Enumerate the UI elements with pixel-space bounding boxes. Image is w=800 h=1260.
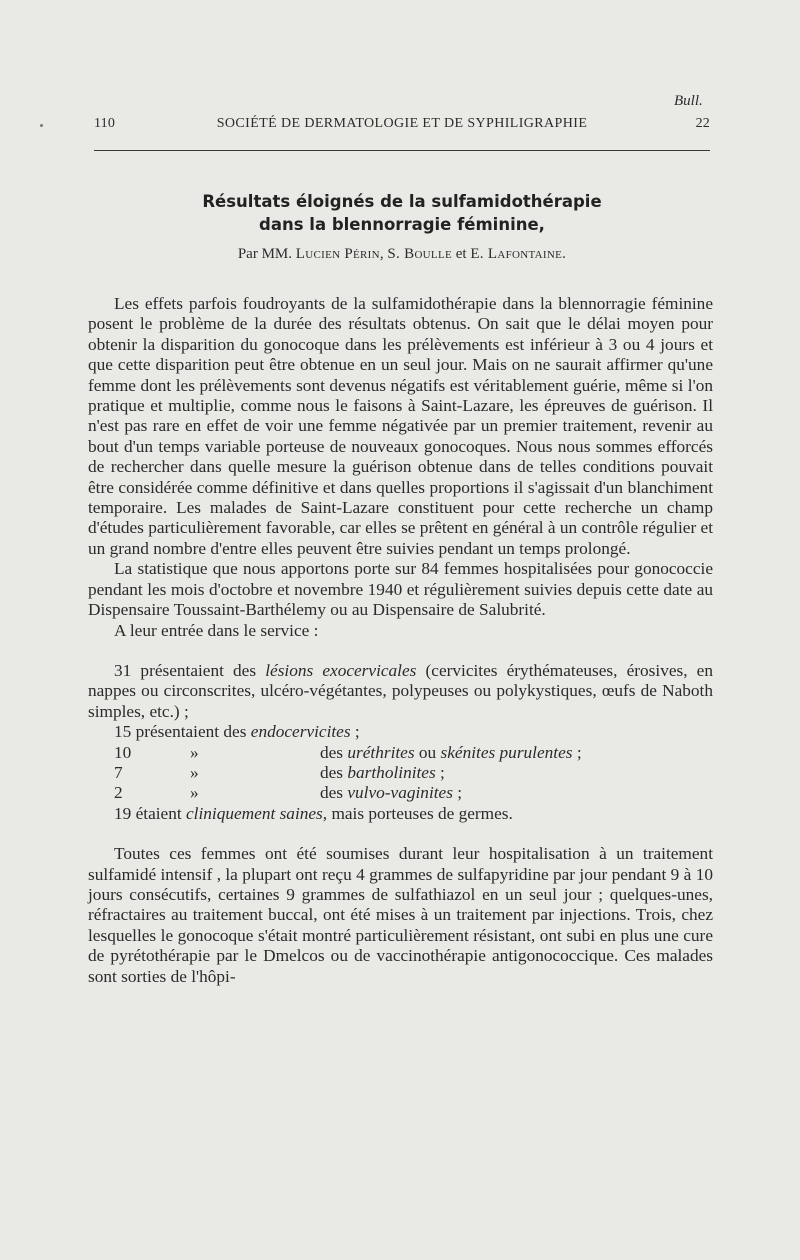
author-1: Lucien Périn xyxy=(295,246,380,262)
paragraph-4: Toutes ces femmes ont été soumises durant leur hospitalisation à un traitement sulfamidé intensif , la plupart ont reçu 4 grammes de sulfapyridine par jour pendant 9 à 10 jours consécutifs, certaines 9 grammes de sulfathiazol en un seul jour ; quelques-unes, réfractaires au traitement buccal, ont été mises à un traitement par injections. Trois, chez lesquelles le gonocoque s'était montré particulièrement résistant, ont subi en plus une cure de pyrétothérapie par le Dmelcos ou de vaccinothérapie antigonococcique. Ces malades sont sorties de l'hôpi- xyxy=(88,844,713,986)
running-header xyxy=(94,116,710,138)
list-item-4: 7 » des bartholinites ; xyxy=(114,762,445,782)
list-item-1: 31 présentaient des lésions exocervicales (cervicites érythémateuses, érosives, en nappes ou circonscrites, ulcéro-végétantes, polypeuses ou polykystiques, œufs de Naboth simples, etc.) ; xyxy=(88,660,713,721)
paragraph-3: A leur entrée dans le service : xyxy=(114,620,319,640)
paragraph-1: Les effets parfois foudroyants de la sulfamidothérapie dans la blennorragie féminine posent le problème de la durée des résultats obtenus. On sait que le délai moyen pour obtenir la disparition du gonocoque dans les prélèvements est inférieur à 3 ou 4 jours et que cette disparition peut être obtenue en un seul jour. Mais on ne saurait affirmer qu'une femme dont les prélèvements sont devenus négatifs est véritablement guérie, même si l'on pratique et multiplie, comme nous le faisons à Saint-Lazare, les épreuves de guérison. Il n'est pas rare en effet de voir une femme négativée par un premier traitement, revenir au bout d'un temps variable porteuse de nouveaux gonocoques. Nous nous sommes efforcés de rechercher dans quelle mesure la guérison obtenue dans de telles conditions pouvait être considérée comme définitive et dans quelles proportions il s'agissait d'un blanchiment temporaire. Les malades de Saint-Lazare constituent pour cette recherche un champ d'études particulièrement favorable, car elles se prêtent en général à un contrôle régulier et un grand nombre d'entre elles peuvent être suivies pendant un temps prolongé. xyxy=(88,294,713,558)
authors-prefix: Par MM. xyxy=(237,246,293,262)
title-line-2: dans la blennorragie féminine, xyxy=(259,215,545,234)
author-3: E. Lafontaine. xyxy=(470,246,567,262)
issue-number: 22 xyxy=(695,116,710,131)
margin-note: Bull. xyxy=(674,93,703,109)
title-line-1: Résultats éloignés de la sulfamidothérapie xyxy=(202,192,602,211)
paragraph-2: La statistique que nous apportons porte sur 84 femmes hospitalisées pour gonococcie pendant les mois d'octobre et novembre 1940 et régulièrement suivies depuis cette date au Dispensaire Toussaint-Barthélemy ou au Dispensaire de Salubrité. xyxy=(88,559,713,620)
article-body xyxy=(88,294,713,987)
author-conjunction: et xyxy=(455,246,467,262)
page-number: 110 xyxy=(94,116,116,131)
margin-speck xyxy=(40,124,43,127)
author-2: S. Boulle xyxy=(387,246,452,262)
author-line: Par MM. Lucien Périn, S. Boulle et E. Lafontaine. xyxy=(237,246,567,262)
list-item-3: 10 » des uréthrites ou skénites purulentes ; xyxy=(114,742,582,762)
list-item-5: 2 » des vulvo-vaginites ; xyxy=(114,783,463,803)
article-title xyxy=(94,190,710,236)
list-item-2: 15 présentaient des endocervicites ; xyxy=(114,722,360,742)
running-title: SOCIÉTÉ DE DERMATOLOGIE ET DE SYPHILIGRAPHIE xyxy=(216,116,588,131)
list-item-6: 19 étaient cliniquement saines, mais porteuses de germes. xyxy=(114,803,513,823)
header-rule xyxy=(94,150,710,151)
case-list xyxy=(88,661,713,824)
